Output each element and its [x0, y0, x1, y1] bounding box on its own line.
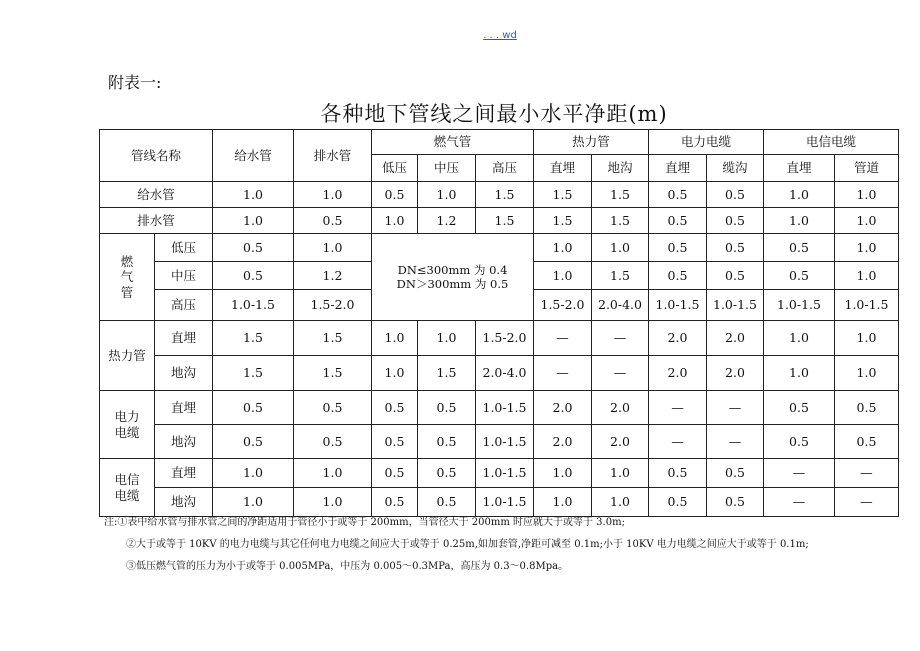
gas-gas-line-1: DN≤300mm 为 0.4: [397, 262, 508, 277]
cell: 1.0: [213, 488, 294, 517]
cell: 0.5: [372, 488, 418, 517]
cell: 0.5: [707, 262, 764, 290]
cell: 1.0: [294, 234, 372, 262]
cell: 0.5: [764, 234, 835, 262]
cell: 2.0: [534, 391, 592, 425]
row-gas-low: [100, 234, 899, 262]
group-label-telecom: 电信 电缆: [100, 459, 155, 517]
cell: 1.0: [764, 356, 835, 391]
cell: 2.0: [649, 321, 707, 356]
cell: 0.5: [649, 182, 707, 208]
cell: 1.0: [764, 208, 835, 234]
cell: 1.0-1.5: [764, 290, 835, 321]
gas-gas-line-2: DN＞300mm 为 0.5: [396, 277, 509, 291]
cell: 1.5: [534, 182, 592, 208]
cell: —: [534, 321, 592, 356]
header-drainage: 排水管: [294, 130, 372, 182]
cell: 0.5: [764, 262, 835, 290]
cell: 1.0: [835, 234, 899, 262]
cell: 0.5: [418, 488, 476, 517]
sub-label: 高压: [155, 290, 213, 321]
cell: —: [835, 459, 899, 488]
cell: 1.0-1.5: [476, 391, 534, 425]
sub-label: 地沟: [155, 356, 213, 391]
cell: 1.5-2.0: [476, 321, 534, 356]
header-telecom-buried: 直埋: [764, 155, 835, 182]
cell: —: [649, 391, 707, 425]
cell: 0.5: [835, 391, 899, 425]
header-water-supply: 给水管: [213, 130, 294, 182]
cell: 0.5: [707, 459, 764, 488]
sub-label: 直埋: [155, 391, 213, 425]
cell: 1.0-1.5: [835, 290, 899, 321]
cell: 1.5: [534, 208, 592, 234]
cell: 1.2: [418, 208, 476, 234]
row-label: 给水管: [100, 182, 213, 208]
cell: 0.5: [707, 182, 764, 208]
cell: 1.0: [764, 321, 835, 356]
cell: 1.0-1.5: [707, 290, 764, 321]
cell: 1.5: [213, 356, 294, 391]
cell: 2.0: [592, 425, 649, 459]
cell: 0.5: [213, 391, 294, 425]
cell: 1.5: [294, 321, 372, 356]
cell: 1.0-1.5: [476, 459, 534, 488]
cell: 0.5: [764, 391, 835, 425]
header-telecom-duct: 管道: [835, 155, 899, 182]
cell: —: [534, 356, 592, 391]
cell: 1.0: [213, 459, 294, 488]
header-mark: . . . wd: [483, 30, 517, 41]
cell: 0.5: [294, 391, 372, 425]
row-water-supply: [100, 182, 899, 208]
cell: 1.0: [835, 262, 899, 290]
cell: 1.0: [592, 459, 649, 488]
cell: 1.0: [372, 208, 418, 234]
cell: 1.0: [294, 488, 372, 517]
cell: 1.0: [534, 459, 592, 488]
cell: 1.0: [418, 321, 476, 356]
cell: 1.0: [534, 262, 592, 290]
header-power-buried: 直埋: [649, 155, 707, 182]
note-1: 注:①表中给水管与排水管之间的净距适用于管径小于或等于 200mm，当管径大于 200mm 时应就大于或等于 3.0m;: [104, 517, 625, 528]
cell: —: [707, 425, 764, 459]
cell: 0.5: [418, 391, 476, 425]
cell: 1.5: [294, 356, 372, 391]
row-label: 排水管: [100, 208, 213, 234]
sub-label: 中压: [155, 262, 213, 290]
cell: 0.5: [372, 182, 418, 208]
cell: —: [764, 488, 835, 517]
cell: 1.0: [835, 356, 899, 391]
cell: 1.5-2.0: [294, 290, 372, 321]
cell: 1.0: [534, 234, 592, 262]
cell: 0.5: [707, 234, 764, 262]
cell: 0.5: [294, 208, 372, 234]
row-telecom-buried: [100, 459, 899, 488]
cell: 1.5: [476, 208, 534, 234]
cell: —: [649, 425, 707, 459]
cell: 0.5: [649, 262, 707, 290]
cell: 2.0: [592, 391, 649, 425]
cell: 1.0: [294, 182, 372, 208]
sub-label: 直埋: [155, 321, 213, 356]
row-heat-trench: [100, 356, 899, 391]
header-gas-mid: 中压: [418, 155, 476, 182]
cell: 0.5: [213, 234, 294, 262]
note-2: ②大于或等于 10KV 的电力电缆与其它任何电力电缆之间应大于或等于 0.25m,如加套管,净距可减至 0.1m;小于 10KV 电力电缆之间应大于或等于 0.1m;: [126, 539, 809, 550]
cell: 0.5: [213, 262, 294, 290]
cell: 2.0: [649, 356, 707, 391]
header-power-trench: 缆沟: [707, 155, 764, 182]
cell: 1.5: [592, 262, 649, 290]
cell: 0.5: [649, 208, 707, 234]
appendix-label: 附表一:: [108, 73, 162, 92]
header-row-1: [100, 130, 899, 155]
cell: 0.5: [372, 425, 418, 459]
cell: 1.0: [372, 356, 418, 391]
row-power-buried: [100, 391, 899, 425]
cell: 2.0: [707, 321, 764, 356]
cell: 1.5: [592, 182, 649, 208]
gas-gas-spacing: [372, 234, 534, 321]
cell: 1.0: [418, 182, 476, 208]
distance-table: [99, 129, 899, 517]
cell: 0.5: [372, 391, 418, 425]
cell: 1.0-1.5: [649, 290, 707, 321]
cell: —: [592, 356, 649, 391]
cell: 1.5: [592, 208, 649, 234]
cell: 1.0: [213, 208, 294, 234]
header-heat-buried: 直埋: [534, 155, 592, 182]
cell: 1.0: [534, 488, 592, 517]
cell: 0.5: [418, 459, 476, 488]
cell: 0.5: [649, 459, 707, 488]
header-heat-trench: 地沟: [592, 155, 649, 182]
cell: —: [707, 391, 764, 425]
table-notes: [104, 512, 809, 578]
cell: 0.5: [707, 208, 764, 234]
note-3: ③低压燃气管的压力为小于或等于 0.005MPa，中压为 0.005～0.3MPa，高压为 0.3～0.8Mpa。: [126, 561, 569, 572]
cell: —: [592, 321, 649, 356]
cell: —: [835, 488, 899, 517]
group-label-heat: 热力管: [100, 321, 155, 391]
cell: 1.0: [213, 182, 294, 208]
header-power: 电力电缆: [649, 130, 764, 155]
cell: 1.0: [294, 459, 372, 488]
group-label-power: 电力 电缆: [100, 391, 155, 459]
cell: 1.5: [476, 182, 534, 208]
cell: 1.0-1.5: [213, 290, 294, 321]
group-label-gas: 燃 气 管: [100, 234, 155, 321]
cell: 1.0: [764, 182, 835, 208]
cell: 1.5-2.0: [534, 290, 592, 321]
cell: 1.0: [592, 488, 649, 517]
cell: 1.0: [835, 182, 899, 208]
cell: 2.0: [707, 356, 764, 391]
cell: 1.0: [835, 321, 899, 356]
cell: 2.0: [534, 425, 592, 459]
header-heat: 热力管: [534, 130, 649, 155]
cell: 0.5: [707, 488, 764, 517]
sub-label: 直埋: [155, 459, 213, 488]
sub-label: 低压: [155, 234, 213, 262]
cell: 2.0-4.0: [476, 356, 534, 391]
row-power-trench: [100, 425, 899, 459]
cell: 1.2: [294, 262, 372, 290]
cell: 1.5: [213, 321, 294, 356]
cell: 0.5: [213, 425, 294, 459]
cell: 0.5: [372, 459, 418, 488]
cell: 0.5: [649, 488, 707, 517]
page-title: 各种地下管线之间最小水平净距(m): [320, 102, 668, 126]
cell: 0.5: [418, 425, 476, 459]
header-gas-low: 低压: [372, 155, 418, 182]
header-gas: 燃气管: [372, 130, 534, 155]
cell: 1.0: [372, 321, 418, 356]
cell: 0.5: [294, 425, 372, 459]
cell: —: [764, 459, 835, 488]
row-heat-buried: [100, 321, 899, 356]
cell: 0.5: [649, 234, 707, 262]
cell: 1.0-1.5: [476, 425, 534, 459]
cell: 1.5: [418, 356, 476, 391]
cell: 0.5: [835, 425, 899, 459]
header-pipeline-name: 管线名称: [100, 130, 213, 182]
row-drainage: [100, 208, 899, 234]
cell: 1.0-1.5: [476, 488, 534, 517]
sub-label: 地沟: [155, 425, 213, 459]
sub-label: 地沟: [155, 488, 213, 517]
cell: 1.0: [592, 234, 649, 262]
header-gas-high: 高压: [476, 155, 534, 182]
cell: 2.0-4.0: [592, 290, 649, 321]
header-telecom: 电信电缆: [764, 130, 899, 155]
cell: 1.0: [835, 208, 899, 234]
cell: 0.5: [764, 425, 835, 459]
